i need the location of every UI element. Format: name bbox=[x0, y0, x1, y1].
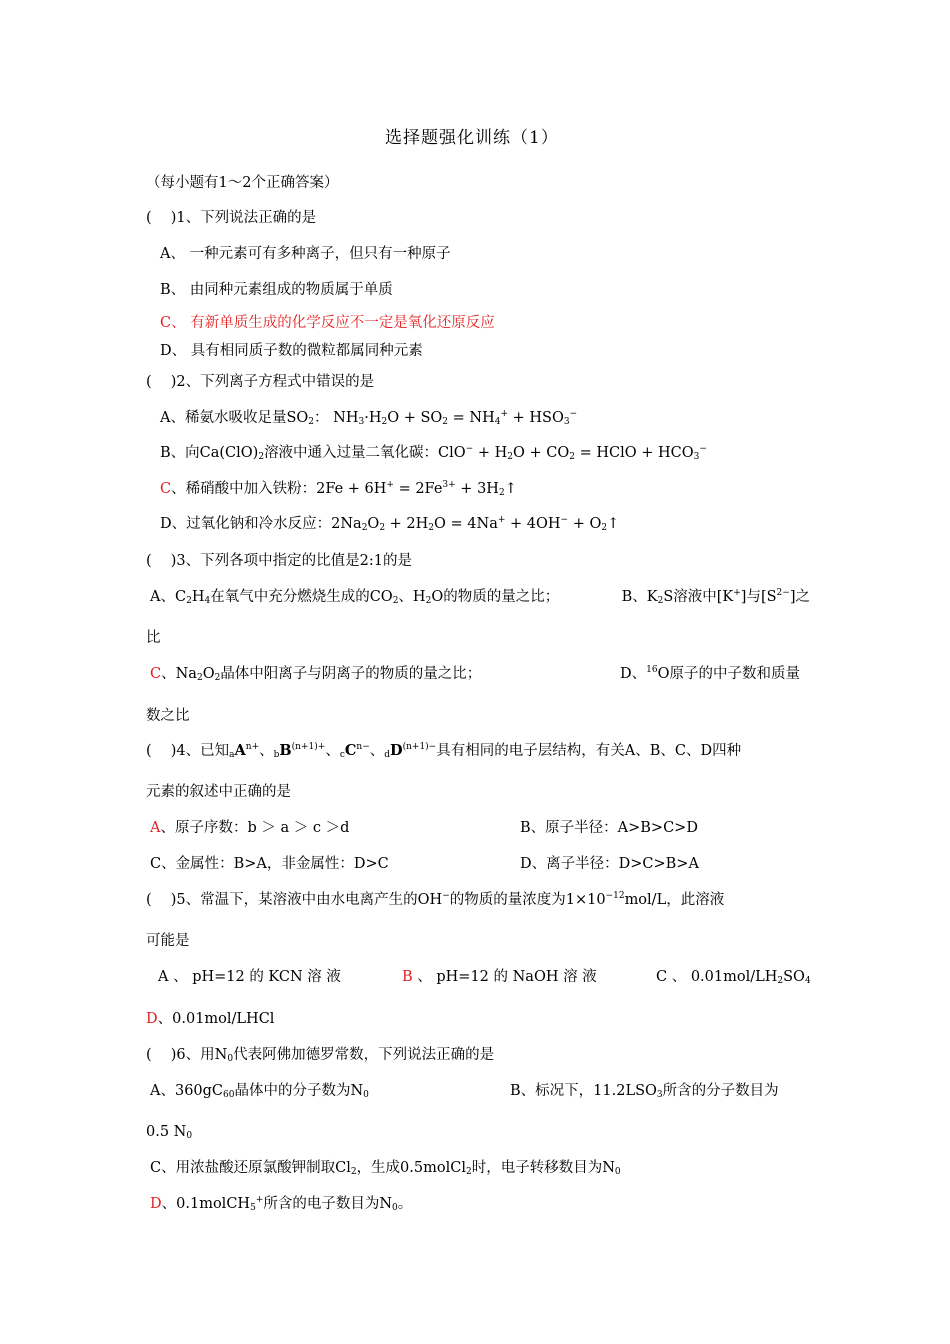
q1-option-d: D、 具有相同质子数的微粒都属同种元素 bbox=[160, 343, 423, 359]
q1-option-a: A、 一种元素可有多种离子，但只有一种原子 bbox=[160, 246, 451, 262]
q2-stem: ( )2、下列离子方程式中错误的是 bbox=[146, 374, 375, 390]
q3-option-a: A、$C_2H_4$在氧气中充分燃烧生成的$CO_2$、$H_2O$的物质的量之比； bbox=[150, 589, 560, 606]
q3-option-b-cont: 比 bbox=[146, 630, 161, 646]
q6-option-b: B、标况下，$11.2LSO_3$所含的分子数目为 bbox=[510, 1083, 779, 1100]
q6-option-c: C、用浓盐酸还原氯酸钾制取$Cl_2$，生成0.5molCl$_2$时，电子转移数目为$N_0$ bbox=[150, 1160, 621, 1177]
q4-stem: ( )4、已知$_aA^{n+}$、$_bB^{(n+1)+}$、$_cC^{n-}$、$_dD^{(n+1)-}$具有相同的电子层结构，有关A、B、C、D四种 bbox=[146, 742, 742, 760]
instruction: （每小题有1～2个正确答案） bbox=[146, 175, 339, 191]
q1-stem: ( )1、下列说法正确的是 bbox=[146, 210, 317, 226]
q4-stem-cont: 元素的叙述中正确的是 bbox=[146, 784, 291, 800]
q2-option-b: B、向$Ca(ClO)_2$溶液中通入过量二氧化碳：$ClO^- + H_2O + CO_2$ = HClO + $HCO_3^-$ bbox=[160, 444, 707, 462]
q5-stem: ( )5、常温下，某溶液中由水电离产生的OH−的物质的量浓度为$1\times 10^{-12}mol/L$，此溶液 bbox=[146, 891, 725, 908]
q1-option-b: B、 由同种元素组成的物质属于单质 bbox=[160, 282, 393, 298]
q3-row-ab bbox=[150, 587, 810, 607]
q4-option-b: B、原子半径：A>B>C>D bbox=[520, 820, 698, 836]
q1-option-c: C、 有新单质生成的化学反应不一定是氧化还原反应 bbox=[160, 315, 495, 331]
q3-option-c: C、$Na_2O_2$晶体中阳离子与阴离子的物质的量之比； bbox=[150, 666, 482, 683]
q5-stem-cont: 可能是 bbox=[146, 933, 190, 949]
q3-option-b: B、$K_2S$溶液中[K+]与$[S^{2-}]$之 bbox=[621, 588, 810, 606]
q6-option-b-cont: 0.5 $N_0$ bbox=[146, 1124, 193, 1141]
q3-option-d-cont: 数之比 bbox=[146, 708, 190, 724]
q5-option-d: D、0.01mol/LHCl bbox=[146, 1011, 275, 1027]
q2-option-d: D、过氧化钠和冷水反应：$2Na_2O_2 + 2H_2O = 4Na^+ + 4OH^-$ + $O_2↑$ bbox=[160, 515, 620, 533]
q5-option-c: C 、 $0.01mol/LH_2SO_4$ bbox=[656, 969, 811, 986]
q4-option-c: C、金属性：B>A，非金属性：D>C bbox=[150, 856, 389, 872]
q6-option-d: D、0.1molCH$_5$+所含的电子数目为$N_0$。 bbox=[150, 1195, 413, 1213]
q5-option-a: A 、 pH=12 的 KCN 溶 液 bbox=[158, 969, 341, 985]
q4-option-d: D、离子半径：D>C>B>A bbox=[520, 856, 699, 872]
q4-option-a: A、原子序数：b ＞ a ＞ c ＞d bbox=[150, 820, 350, 836]
q6-stem: ( )6、用$N_0$代表阿佛加德罗常数，下列说法正确的是 bbox=[146, 1047, 495, 1064]
q5-option-b: B 、 pH=12 的 NaOH 溶 液 bbox=[402, 969, 597, 985]
q2-option-c: C、稀硝酸中加入铁粉：$2Fe + 6H^+ = 2Fe^{3+}$ + $3H_2↑$ bbox=[160, 480, 517, 498]
q3-option-d: D、$^{16}$O原子的中子数和质量 bbox=[620, 665, 800, 682]
q3-row-cd bbox=[150, 664, 800, 684]
q6-option-a: A、$360gC_{60}$晶体中的分子数为$N_0$ bbox=[150, 1083, 369, 1100]
page-title: 选择题强化训练（1） bbox=[385, 128, 559, 148]
q2-option-a: A、稀氨水吸收足量$SO_2$： $NH_3\cdot H_2O + SO_2 = NH_4^+ + HSO_3^-$ bbox=[160, 409, 578, 427]
q3-stem: ( )3、下列各项中指定的比值是2:1的是 bbox=[146, 553, 412, 569]
